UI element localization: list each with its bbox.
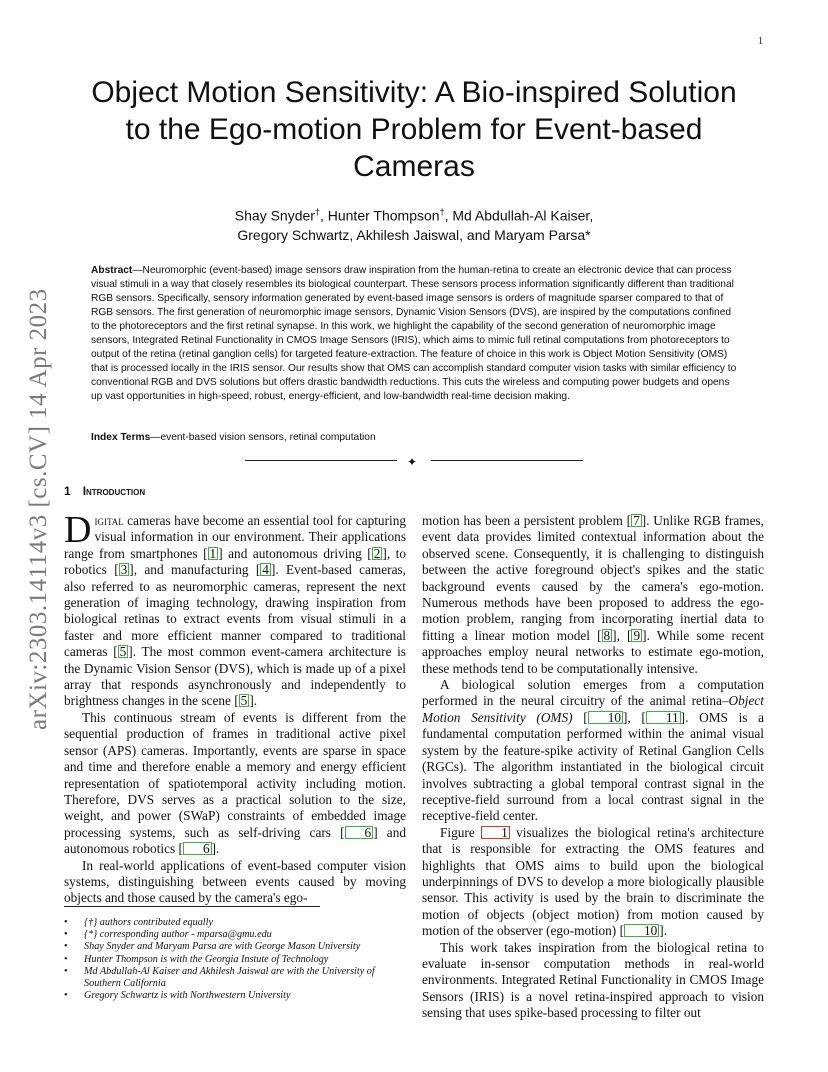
text-run: , (616, 627, 628, 643)
paragraph: motion has been a persistent problem [ 7 ]. Unlike RGB frames, event data provides limited contextual information about the observed scene. Consequently, it is challenging to distinguish between the active foreground object's spikes and the static background events caused by the camera's ego-motion. Numerous methods have been proposed to address the ego-motion problem, ranging from incorporating inertial data to fitting a linear motion model [ 8 ], [ 9 ]. While some recent approaches employ neural networks to estimate ego-motion, these methods tend to be computationally intensive. (422, 513, 764, 676)
text-run: . Unlike RGB frames, event data provides limited contextual information about the observed scene. Consequently, it is challenging to distinguish between the active foreground object's spikes and the static background events caused by the camera's ego-motion. Numerous methods have been proposed to address the ego-motion problem, ranging from incorporating inertial data to fitting a linear motion model (422, 513, 764, 643)
paper-title: Object Motion Sensitivity: A Bio-inspired Solution to the Ego-motion Problem for Event-based Cameras (91, 76, 737, 183)
text-run: motion has been a persistent problem (422, 513, 627, 528)
citation-link[interactable]: 10 (588, 711, 623, 724)
paragraph: Figure 1 visualizes the biological retina's architecture that is responsible for extracting the OMS features and highlights that OMS aims to build upon the biological underpinnings of DVS to develop a more biologically plausible sensor. This activity is used by the brain to discriminate the motion of objects (object motion) from motion caused by motion of the observer (ego-motion) [ 10 ]. (422, 824, 765, 939)
footnote-rule (64, 906, 320, 907)
text-run: . The most common event-camera architecture is the Dynamic Vision Sensor (DVS), which is made up of a pixel array that responds asynchronously and independently to brightness changes in the scene (64, 644, 406, 709)
footnotes (64, 917, 406, 1002)
paragraph: This continuous stream of events is different from the sequential production of frames in traditional active pixel sensor (APS) cameras. Importantly, events are sparse in space and time and therefore enable a memory and energy efficient representation of spatiotemporal activity including motion. Therefore, DVS serves as a practical solution to the size, weight, and power (SWaP) constraints of embedded image processing systems, such as self-driving cars [ 6 ] and autonomous robotics [ 6 ]. (64, 709, 406, 857)
text-run: Figure (440, 824, 482, 840)
text-run: This continuous stream of events is different from the sequential production of frames in traditional active pixel sensor (APS) cameras. Importantly, events are sparse in space and time and therefore enable a memory and energy efficient representation of spatiotemporal activity including motion. Therefore, DVS serves as a practical solution to the size, weight, and power (SWaP) constraints of embedded image processing systems, such as self-driving cars (64, 709, 406, 840)
section-divider (245, 457, 583, 467)
citation-link[interactable]: 10 (624, 924, 659, 937)
citation-link[interactable]: 7 (633, 513, 640, 528)
citation-link[interactable]: 3 (120, 562, 128, 578)
citation-link[interactable]: 5 (240, 693, 248, 709)
text-run: , and manufacturing (133, 562, 256, 578)
author-line2: Gregory Schwartz, Akhilesh Jaiswal, and Maryam Parsa* (237, 226, 591, 243)
author-thompson: Hunter Thompson (327, 207, 440, 224)
citation-link[interactable]: 6 (345, 826, 374, 839)
citation-link[interactable]: 6 (183, 842, 212, 855)
index-terms (91, 432, 737, 443)
citation-link[interactable]: 11 (646, 711, 681, 724)
author-list: Shay Snyder†, Hunter Thompson†, Md Abdullah-Al Kaiser, Gregory Schwartz, Akhilesh Jaiswal, and Maryam Parsa* (234, 207, 594, 243)
citation-link[interactable]: 5 (119, 644, 127, 660)
paragraph: A biological solution emerges from a computation performed in the neural circuitry of the animal retina–Object Motion Sensitivity (OMS) [ 10 ], [ 11 ]. OMS is a fundamental computation performed within the animal visual system by the feature-spike activity of Retinal Ganglion Cells (RGCs). The algorithm instantiated in the biological circuit involves subtracting a global temporal contrast signal in the receptive-field surround from a local contrast signal in the receptive-field center. (422, 677, 765, 824)
citation-link[interactable]: 1 (209, 545, 217, 561)
text-run: and autonomous robotics (64, 824, 406, 857)
paragraph: Digital cameras have become an essential tool for capturing visual information in our environment. Their applications range from smartphones [ 1 ] and autonomous driving [ 2 ], to robotics [ 3 ], and manufacturing [ 4 ]. Event-based cameras, also referred to as neuromorphic cameras, represent the next generation of imaging technology, drawing inspiration from biological retinas to extract events from visual stimuli in a faster and more efficient manner compared to traditional cameras [ 5 ]. The most common event-camera architecture is the Dynamic Vision Sensor (DVS), which is made up of a pixel array that responds asynchronously and independently to brightness changes in the scene [ 5 ]. (64, 509, 406, 709)
page-number: 1 (758, 36, 763, 47)
figure-link[interactable]: 1 (481, 826, 510, 839)
footnote: • {†} authors contributed equally (64, 917, 406, 929)
section-heading (64, 484, 145, 498)
section-title: Introduction (82, 484, 146, 498)
footnote: • Md Abdullah-Al Kaiser and Akhilesh Jaiswal are with the University of Southern California (64, 966, 406, 990)
divider-line-left (245, 460, 397, 461)
divider-line-right (431, 460, 583, 461)
text-run: . OMS is a fundamental computation performed within the animal visual system by the feature-spike activity of Retinal Ganglion Cells (RGCs). The algorithm instantiated in the biological circuit involves subtracting a global temporal contrast signal in the receptive-field surround from a local contrast signal in the receptive-field center. (422, 709, 765, 824)
dagger-mark: † (439, 207, 445, 217)
index-terms-text: —event-based vision sensors, retinal computation (150, 432, 376, 443)
citation-link[interactable]: 4 (262, 562, 269, 578)
footnote: • Shay Snyder and Maryam Parsa are with George Mason University (64, 941, 406, 953)
index-terms-label: Index Terms (91, 432, 151, 443)
text-run: . While some recent approaches employ neural networks to estimate ego-motion, these methods tend to be computationally intensive. (422, 627, 764, 676)
citation-link[interactable]: 2 (373, 545, 381, 561)
author-line1-rest: , Md Abdullah-Al Kaiser, (444, 207, 594, 224)
left-column (64, 509, 406, 907)
drop-cap: D (64, 509, 92, 551)
section-number: 1 (64, 484, 71, 498)
abstract-label: Abstract (91, 265, 133, 276)
footnote: • {*} corresponding author - mparsa@gmu.edu (64, 929, 406, 941)
diamond-icon: ✦ (407, 455, 418, 469)
dagger-mark: † (314, 207, 320, 217)
text-run: , to robotics (64, 545, 406, 578)
text-run: , (627, 709, 642, 725)
smallcaps-lead: igital (94, 513, 124, 528)
citation-link[interactable]: 8 (603, 627, 611, 643)
text-run: A biological solution emerges from a computation performed in the neural circuitry of the animal retina– (422, 677, 764, 709)
text-run: cameras have become an essential tool for capturing visual information in our environment. Their applications range from smartphones (64, 513, 406, 561)
text-run: . (663, 923, 668, 939)
oms-term: Object Motion Sensitivity (OMS) (422, 693, 764, 725)
arxiv-identifier-stamp: arXiv:2303.14114v3 [cs.CV] 14 Apr 2023 (25, 288, 52, 730)
abstract (91, 264, 737, 404)
paragraph: This work takes inspiration from the biological retina to evaluate in-sensor computation methods in real-world environments. Integrated Retinal Functionality in CMOS Image Sensors (IRIS) is a novel retina-inspired approach to vision sensing that uses spike-based processing to filter out (422, 939, 764, 1021)
text-run: . (253, 693, 258, 709)
footnote: • Hunter Thompson is with the Georgia Instute of Technology (64, 954, 406, 966)
text-run: . Event-based cameras, also referred to as neuromorphic cameras, represent the next generation of imaging technology, drawing inspiration from biological retinas to extract events from visual stimuli in a faster and more efficient manner compared to traditional cameras (64, 562, 406, 660)
right-column (422, 513, 764, 1022)
author-snyder: Shay Snyder (234, 207, 315, 224)
text-run: . (216, 841, 220, 857)
text-run: and autonomous driving (222, 545, 368, 561)
paragraph: In real-world applications of event-based computer vision systems, distinguishing between events caused by moving objects and those caused by the camera's ego- (64, 857, 406, 906)
text-run (573, 710, 584, 725)
text-run: visualizes the biological retina's architecture that is responsible for extracting the OMS features and highlights that OMS aims to build upon the biological underpinnings of DVS to develop a more biologically plausible sensor. This activity is used by the brain to discriminate the motion of objects (object motion) from motion caused by motion of the observer (ego-motion) (422, 824, 765, 939)
footnote: • Gregory Schwartz is with Northwestern University (64, 990, 406, 1002)
abstract-text: —Neuromorphic (event-based) image sensors draw inspiration from the human-retina to create an electronic device that can process visual stimuli in a way that closely resembles its biological counterpart. These sensors process information significantly different than traditional RGB sensors. Specifically, sensory information generated by event-based image sensors is orders of magnitude sparser compared to that of RGB sensors. The first generation of neuromorphic image sensors, Dynamic Vision Sensors (DVS), are inspired by the computations confined to the photoreceptors and the first retinal synapse. In this work, we highlight the capability of the second generation of neuromorphic image sensors, Integrated Retinal Functionality in CMOS Image Sensors (IRIS), which aims to mimic full retinal computations from photoreceptors to output of the retina (retinal ganglion cells) for targeted feature-extraction. The feature of choice in this work is Object Motion Sensitivity (OMS) that is processed locally in the IRIS sensor. Our results show that OMS can accomplish standard computer vision tasks with similar efficiency to conventional RGB and DVS solutions but offers drastic bandwidth reductions. This cuts the wireless and computing power budgets and opens up vast opportunities in high-speed, robust, energy-efficient, and low-bandwidth real-time decision making. (91, 265, 737, 402)
citation-link[interactable]: 9 (633, 627, 641, 643)
